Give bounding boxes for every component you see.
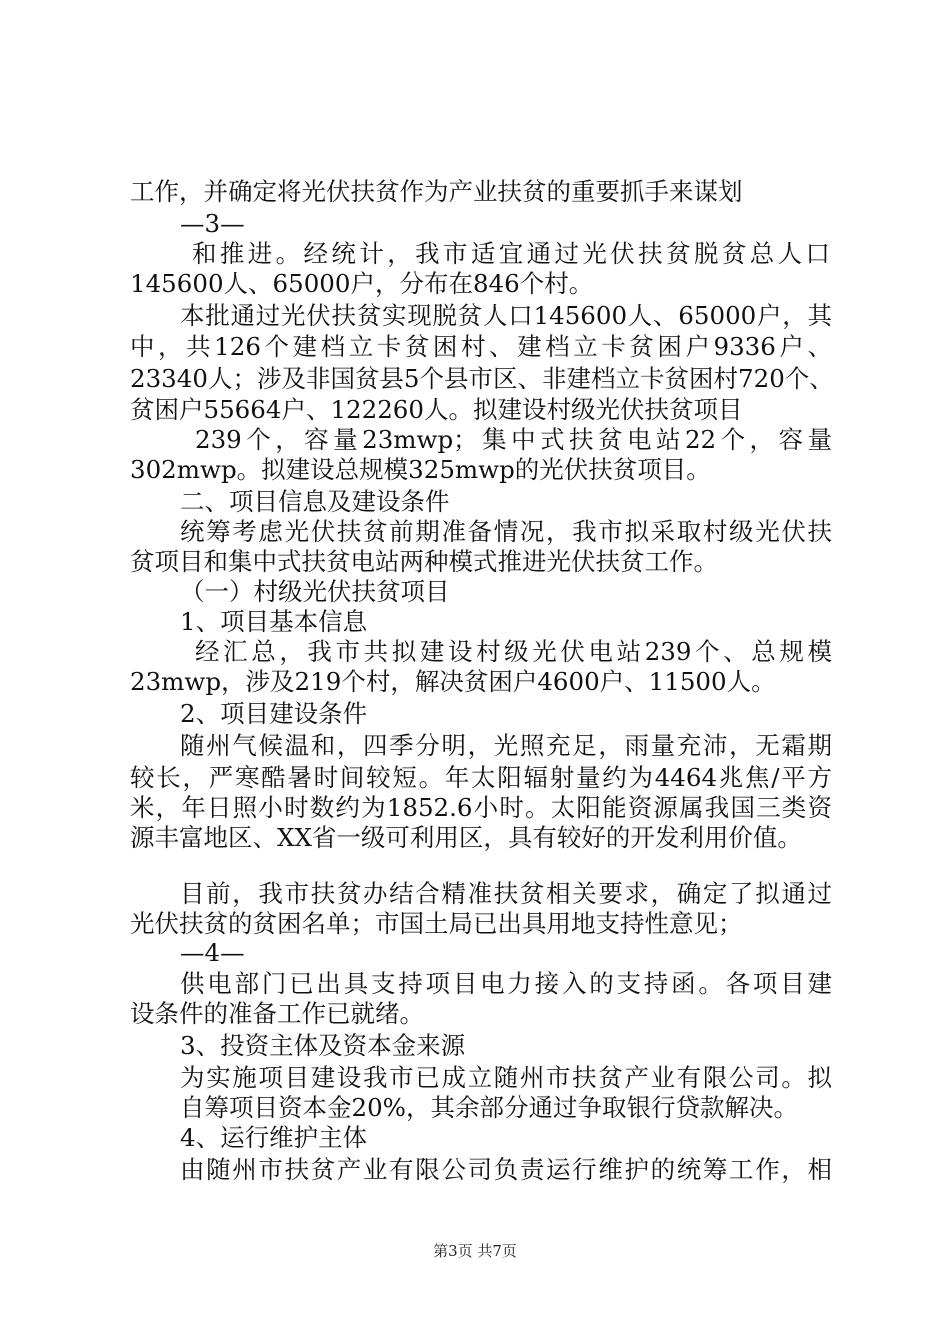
text-line: 贫项目和集中式扶贫电站两种模式推进光伏扶贫工作。	[130, 547, 718, 576]
subsection-heading: 3、投资主体及资本金来源	[180, 1031, 466, 1060]
text-line: 由随州市扶贫产业有限公司负责运行维护的统筹工作，相	[180, 1155, 832, 1184]
text-line: 源丰富地区、XX省一级可利用区，具有较好的开发利用价值。	[130, 823, 802, 852]
section-heading: 二、项目信息及建设条件	[180, 487, 450, 516]
text-line: 302mwp。拟建设总规模325mwp的光伏扶贫项目。	[130, 455, 711, 484]
text-line: 和推进。经统计，我市适宜通过光伏扶贫脱贫总人口	[192, 239, 830, 268]
subsection-heading: （一）村级光伏扶贫项目	[180, 577, 450, 606]
text-line: 工作，并确定将光伏扶贫作为产业扶贫的重要抓手来谋划	[130, 177, 743, 206]
text-line: 米，年日照小时数约为1852.6小时。太阳能资源属我国三类资	[130, 793, 832, 822]
text-line: 贫困户55664户、122260人。拟建设村级光伏扶贫项目	[130, 395, 743, 424]
text-line: 较长，严寒酷暑时间较短。年太阳辐射量约为4464兆焦/平方	[130, 763, 832, 792]
text-line: 23mwp，涉及219个村，解决贫困户4600户、11500人。	[130, 667, 776, 696]
page-marker: —4—	[180, 938, 245, 967]
text-line: 设条件的准备工作已就绪。	[130, 999, 424, 1028]
text-line: 随州气候温和，四季分明，光照充足，雨量充沛，无霜期	[180, 731, 832, 760]
text-line: 为实施项目建设我市已成立随州市扶贫产业有限公司。拟	[180, 1063, 832, 1092]
text-line: 23340人；涉及非国贫县5个县市区、非建档立卡贫困村720个、	[130, 364, 834, 393]
text-line: 本批通过光伏扶贫实现脱贫人口145600人、65000户，其	[180, 301, 832, 330]
text-line: 光伏扶贫的贫困名单；市国土局已出具用地支持性意见；	[130, 909, 743, 938]
text-line: 中，共126个建档立卡贫困村、建档立卡贫困户9336户、	[130, 332, 832, 361]
text-line: 239个，容量23mwp；集中式扶贫电站22个，容量	[195, 425, 832, 454]
page-footer: 第3页 共7页	[433, 1242, 517, 1260]
text-line: 自筹项目资本金20%，其余部分通过争取银行贷款解决。	[180, 1093, 798, 1122]
text-line: 统筹考虑光伏扶贫前期准备情况，我市拟采取村级光伏扶	[180, 517, 832, 546]
subsection-heading: 2、项目建设条件	[180, 699, 368, 728]
page-marker: —3—	[180, 209, 245, 238]
text-line: 供电部门已出具支持项目电力接入的支持函。各项目建	[180, 969, 832, 998]
text-line: 目前，我市扶贫办结合精准扶贫相关要求，确定了拟通过	[180, 879, 832, 908]
subsection-heading: 4、运行维护主体	[180, 1123, 368, 1152]
subsection-heading: 1、项目基本信息	[180, 607, 368, 636]
text-line: 经汇总，我市共拟建设村级光伏电站239个、总规模	[195, 637, 832, 666]
text-line: 145600人、65000户，分布在846个村。	[130, 269, 594, 298]
